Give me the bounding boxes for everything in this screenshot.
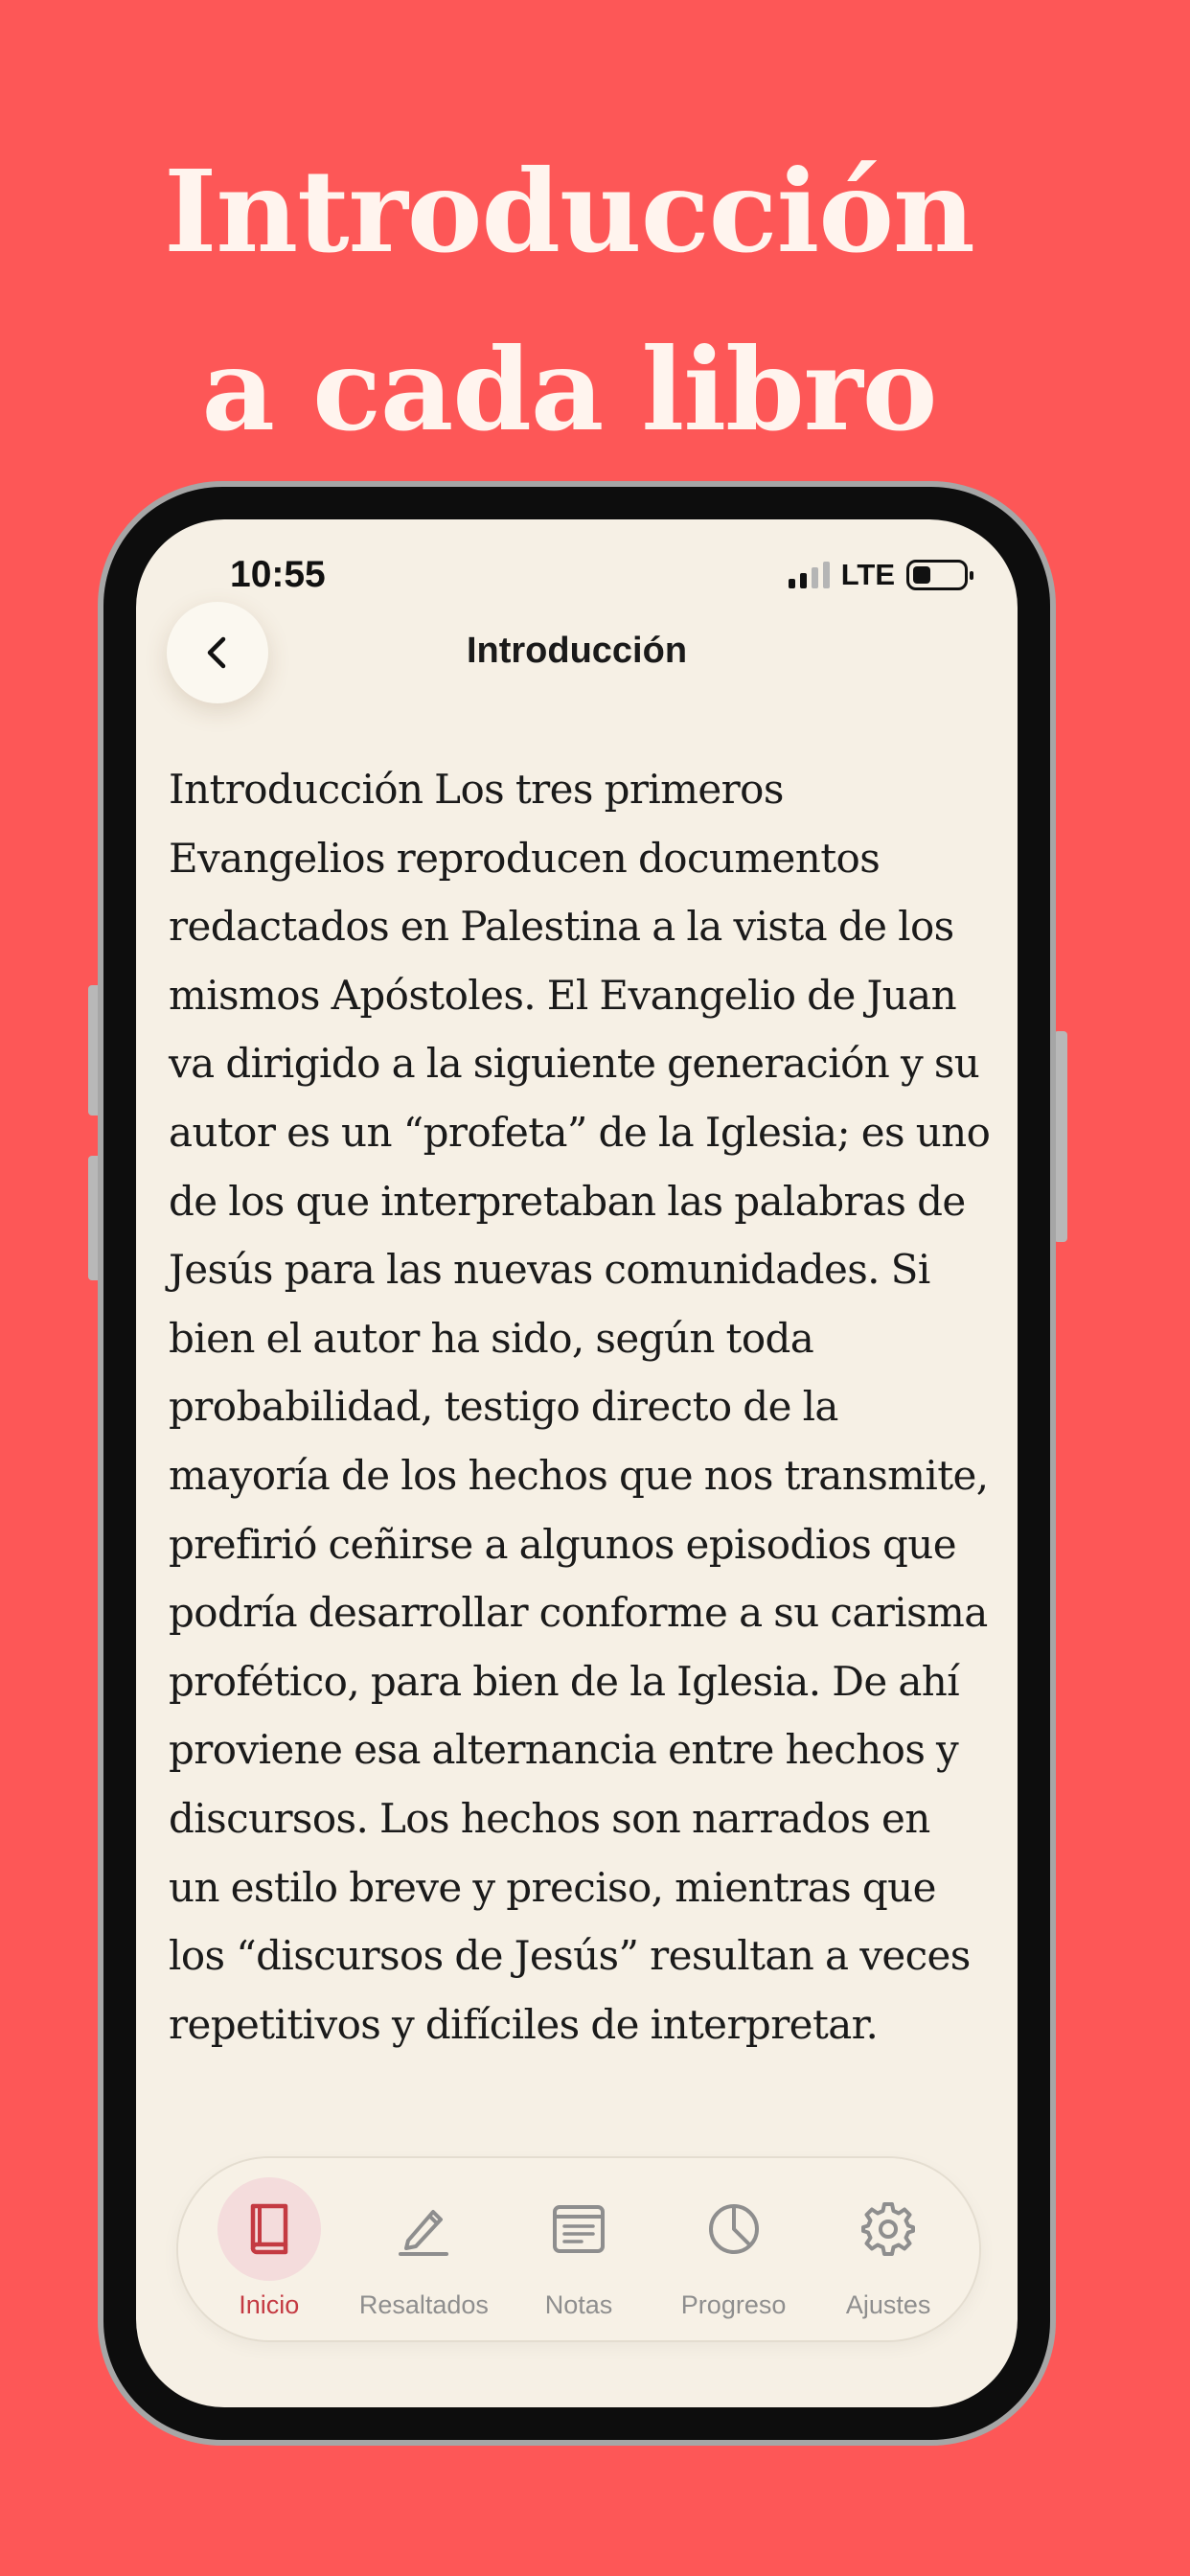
tab-progreso[interactable] — [657, 2168, 811, 2331]
status-indicators — [789, 558, 968, 592]
gear-icon — [859, 2200, 917, 2258]
tab-inicio-label: Inicio — [239, 2290, 300, 2319]
notes-icon — [551, 2203, 606, 2255]
book-icon — [243, 2200, 295, 2258]
tab-notas[interactable] — [502, 2168, 655, 2331]
tab-notas-label: Notas — [544, 2290, 613, 2319]
phone-frame — [98, 481, 1056, 2446]
pie-chart-icon — [706, 2201, 762, 2257]
tab-inicio[interactable] — [193, 2168, 346, 2331]
tab-bar — [178, 2158, 979, 2340]
pen-icon — [395, 2200, 452, 2258]
tab-resaltados[interactable] — [347, 2168, 500, 2331]
network-label: LTE — [840, 558, 895, 591]
tab-progreso-label: Progreso — [680, 2290, 787, 2319]
app-screen — [136, 519, 1018, 2407]
headline — [0, 123, 1138, 479]
phone-power-button — [1054, 1031, 1067, 1242]
headline-line-2: a cada libro — [201, 323, 937, 456]
headline-line-1: Introducción — [164, 145, 974, 278]
signal-icon — [789, 562, 830, 588]
tab-ajustes[interactable] — [812, 2168, 965, 2331]
tab-ajustes-label: Ajustes — [845, 2290, 931, 2319]
tab-resaltados-label: Resaltados — [358, 2290, 489, 2319]
tab-inicio-highlight — [217, 2177, 321, 2281]
page-title: Introducción — [466, 631, 688, 671]
phone-bezel — [103, 487, 1050, 2440]
status-time: 10:55 — [230, 554, 326, 595]
battery-icon — [906, 560, 968, 590]
introduction-text: Introducción Los tres primeros Evangelios reproducen documentos redactados en Palestina a la vista de los mismos Apóstoles. El Evangelio de Juan va dirigido a la siguiente generación y su autor es un “profeta” de la Iglesia; es uno de los que interpretaban las palabras de Jesús para las nuevas comunidades. Si bien el autor ha sido, según toda probabilidad, testigo directo de la mayoría de los hechos que nos transmite, prefirió ceñirse a algunos episodios que podría desarrollar conforme a su carisma profético, para bien de la Iglesia. De ahí proviene esa alternancia entre hechos y discursos. Los hechos son narrados en un estilo breve y preciso, mientras que los “discursos de Jesús” resultan a veces repetitivos y difíciles de interpretar. — [169, 766, 991, 2048]
